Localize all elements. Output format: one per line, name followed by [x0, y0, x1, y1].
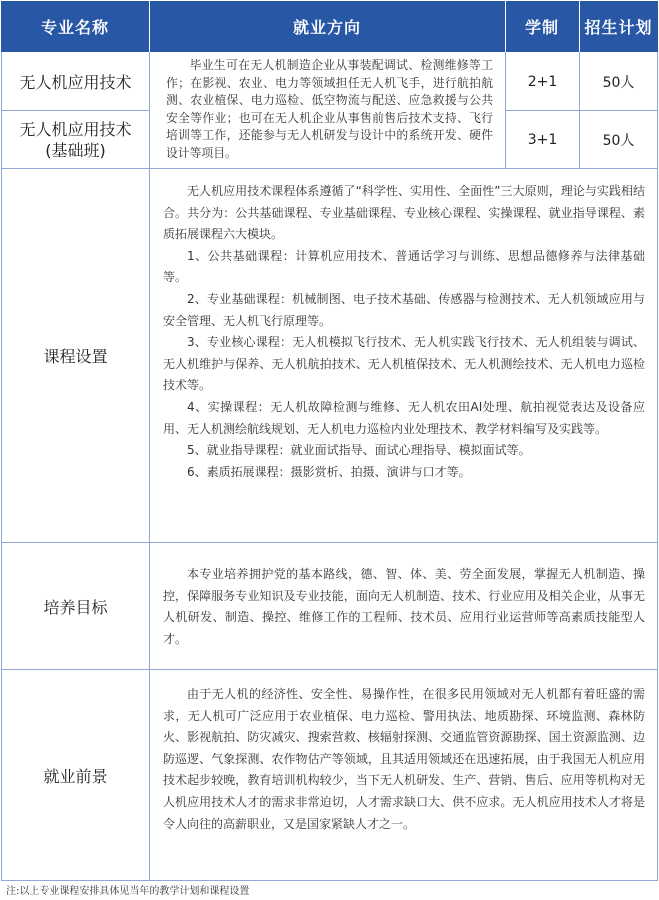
header-divider [505, 1, 506, 52]
major-years: 3+1 [527, 131, 558, 148]
section-label-goal: 培养目标 [43, 597, 108, 617]
course-paragraph: 2、专业基础课程：机械制图、电子技术基础、传感器与检测技术、无人机领域应用与安全管理、无人机飞行原理等。 [163, 291, 645, 328]
header-major: 专业名称 [40, 18, 109, 37]
course-paragraph: 6、素质拓展课程：摄影赏析、拍摄、演讲与口才等。 [187, 464, 471, 479]
course-paragraph: 3、专业核心课程：无人机模拟飞行技术、无人机实践飞行技术、无人机组装与调试、无人机维护与保养、无人机航拍技术、无人机植保技术、无人机测绘技术、无人机电力巡检技术等。 [163, 335, 645, 393]
section-label-course: 课程设置 [43, 347, 108, 366]
header-plan: 招生计划 [584, 18, 653, 37]
row-divider [1, 880, 658, 881]
course-content [163, 181, 645, 483]
major-name-line1: 无人机应用技术 [19, 119, 132, 139]
header-divider [579, 1, 580, 52]
border-right [657, 52, 658, 881]
course-paragraph: 4、实操课程：无人机故障检测与维修、无人机农田AI处理、航拍视觉表达及设备应用、无人机测绘航线规划、无人机电力巡检内业处理技术、教学材料编写及实践等。 [163, 399, 645, 436]
major-name: 无人机应用技术 [19, 73, 132, 92]
footnote: 注:以上专业课程安排具体见当年的教学计划和课程设置 [6, 886, 250, 897]
major-name-basic [2, 111, 149, 168]
employment-direction [166, 57, 493, 163]
prospect-text: 由于无人机的经济性、安全性、易操作性，在很多民用领域对无人机都有着旺盛的需求，无人机可广泛应用于农业植保、电力巡检、警用执法、地质勘探、环境监测、森林防火、影视航拍、防灾减灾、搜索营救、核辐射探测、交通监管资源勘探、国土资源监测、边防巡逻、气象探测、农作物估产等领域，且其适用领域还在迅速拓展，由于我国无人机应用技术起步较晚，教育培训机构较少，当下无人机研发、生产、营销、售后、应用等机构对无人机应用技术人才的需求非常迫切，人才需求缺口大、供不应求。无人机应用技术人才将是令人向往的高薪职业，又是国家紧缺人才之一。 [163, 687, 645, 831]
column-divider [149, 52, 150, 881]
course-paragraph: 5、就业指导课程：就业面试指导、面试心理指导、模拟面试等。 [187, 443, 531, 458]
table-header [1, 1, 658, 52]
header-direction: 就业方向 [292, 18, 361, 37]
employment-direction-text: 毕业生可在无人机制造企业从事装配调试、检测维修等工作；在影视、农业、电力等领域担任无人机飞手，进行航拍航测、农业植保、电力巡检、低空物流与配送、应急救援与公共安全等作业；也可在无人机企业从事售前售后技术支持、飞行培训等工作，还能参与无人机研发与设计中的系统开发、硬件设计等项目。 [166, 58, 493, 160]
section-label-prospect: 就业前景 [43, 766, 108, 786]
major-plan: 50人 [602, 74, 635, 91]
major-plan: 50人 [602, 132, 635, 149]
header-years: 学制 [524, 18, 559, 37]
course-paragraph: 1、公共基础课程：计算机应用技术、普通话学习与训练、思想品德修养与法律基础等。 [163, 248, 645, 285]
goal-content [163, 564, 645, 650]
goal-text: 本专业培养拥护党的基本路线，德、智、体、美、劳全面发展，掌握无人机制造、操控，保障服务专业知识及专业技能，面向无人机制造、技术、行业应用及相关企业，从事无人机研发、制造、操控、维修工作的工程师、技术员、应用行业运营师等高素质技能型人才。 [163, 567, 645, 646]
major-name-line2: (基础班) [45, 140, 106, 160]
prospect-content [163, 684, 645, 835]
major-years: 2+1 [527, 73, 558, 90]
course-paragraph: 无人机应用技术课程体系遵循了“科学性、实用性、全面性”三大原则，理论与实践相结合。共分为：公共基础课程、专业基础课程、专业核心课程、实操课程、就业指导课程、素质拓展课程六大模块。 [163, 184, 645, 242]
header-divider [149, 1, 150, 52]
